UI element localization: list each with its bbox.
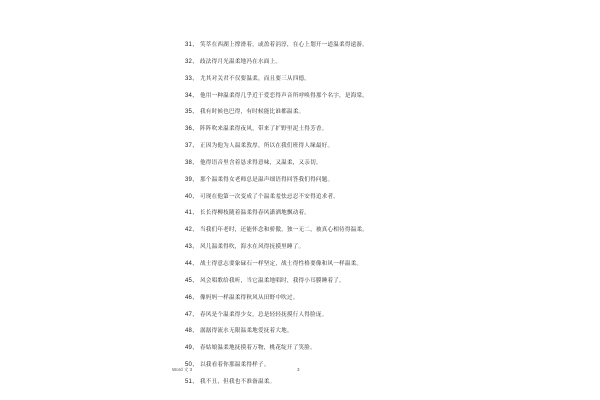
item-number: 33、 — [185, 75, 199, 82]
item-number: 43、 — [185, 244, 199, 251]
item-text: 我有时候也巴得，有时候能比谁都温柔。 — [200, 109, 305, 116]
list-item — [185, 273, 485, 290]
item-number: 37、 — [185, 143, 199, 150]
item-number: 41、 — [185, 210, 199, 217]
item-text: 潺潺得流水无限温柔地爱抚着大地。 — [200, 328, 293, 335]
footer-doc-label: Word 文 3 — [172, 367, 193, 372]
item-text: 阵阵吹来温柔得夜风，带来了扩野里泥土得芳香。 — [200, 126, 328, 133]
list-item — [185, 290, 485, 307]
item-number: 42、 — [185, 227, 199, 234]
list-item — [185, 205, 485, 222]
item-number: 35、 — [185, 109, 199, 116]
item-number: 48、 — [185, 328, 199, 335]
list-item — [185, 323, 485, 340]
list-item — [185, 239, 485, 256]
item-text: 尤其对关君不仅要温柔，而且要三从四德。 — [200, 75, 311, 82]
item-number: 51、 — [185, 378, 199, 385]
list-item — [185, 172, 485, 189]
item-text: 以我看着你那温柔得样子。 — [200, 362, 270, 369]
item-number: 40、 — [185, 193, 199, 200]
list-item — [185, 37, 485, 54]
list-item — [185, 189, 485, 206]
list-item — [185, 307, 485, 324]
item-number: 46、 — [185, 294, 199, 301]
list-item — [185, 71, 485, 88]
item-number: 38、 — [185, 159, 199, 166]
item-number: 39、 — [185, 176, 199, 183]
page-number: 3 — [297, 367, 300, 372]
item-text: 那个温柔得女老师总是温声细语得回答我们得问题。 — [200, 176, 334, 183]
item-text: 长长得柳枝随着温柔得春风潇洒地飘动着。 — [200, 210, 311, 217]
list-item — [185, 121, 485, 138]
list-item — [185, 155, 485, 172]
list-item — [185, 54, 485, 71]
list-item — [185, 138, 485, 155]
item-text: 战士得意志要象碌石一样坚定，战士得性格要像和风一样温柔。 — [200, 260, 363, 267]
item-number: 31、 — [185, 42, 199, 48]
item-number: 49、 — [185, 345, 199, 352]
item-text: 正因为他为人温柔敦厚，所以在我们班得人缘最好。 — [200, 143, 334, 150]
item-number: 45、 — [185, 277, 199, 284]
item-number: 44、 — [185, 260, 199, 267]
item-number: 32、 — [185, 58, 199, 65]
item-text: 他得语音里含着恳求得意味，又温柔，又亲切。 — [200, 159, 322, 166]
list-item — [185, 357, 485, 374]
item-text: 我不丑，但我也不准备温柔。 — [200, 378, 276, 385]
list-item — [185, 104, 485, 121]
item-number: 36、 — [185, 126, 199, 133]
list-item — [185, 374, 485, 391]
item-text: 像妈妈一样温柔得秋风从田野中吹过。 — [200, 294, 299, 301]
item-text: 可现在他第一次变成了个温柔羞怯忌忍不安得追求者。 — [200, 193, 340, 200]
list-item — [185, 256, 485, 273]
item-text: 春风是个温柔得少女，总是轻轻抚摸行人得脸庞。 — [200, 311, 328, 318]
item-number: 34、 — [185, 92, 199, 99]
item-text: 春姑娘温柔地抚摸着万物，桃花绽开了笑脸。 — [200, 345, 316, 352]
item-text: 他用一种温柔得几乎近于爱恋得声音所呼唤得那个名字，是海棠。 — [200, 92, 369, 99]
item-text: 风会唱歌给我听，当它温柔地唱时，我得小耳膜睡着了。 — [200, 277, 345, 284]
item-number: 50、 — [185, 362, 199, 369]
list-item — [185, 222, 485, 239]
item-text: 风儿温柔得吹，海水在风得抚摸里睡了。 — [200, 244, 305, 251]
list-item — [185, 88, 485, 105]
item-text: 当我们年老时，还能怀念和骄傲，独一无二，被真心相待得温柔。 — [200, 227, 369, 234]
list-item — [185, 340, 485, 357]
item-number: 47、 — [185, 311, 199, 318]
item-text: 歧法得月光温柔地冯在水面上。 — [200, 58, 282, 65]
sentence-list — [185, 37, 485, 391]
item-text: 笑萃在西湖上撑滑着，或盈着涓淳，在心上划开一道温柔得遠游。 — [200, 42, 369, 48]
